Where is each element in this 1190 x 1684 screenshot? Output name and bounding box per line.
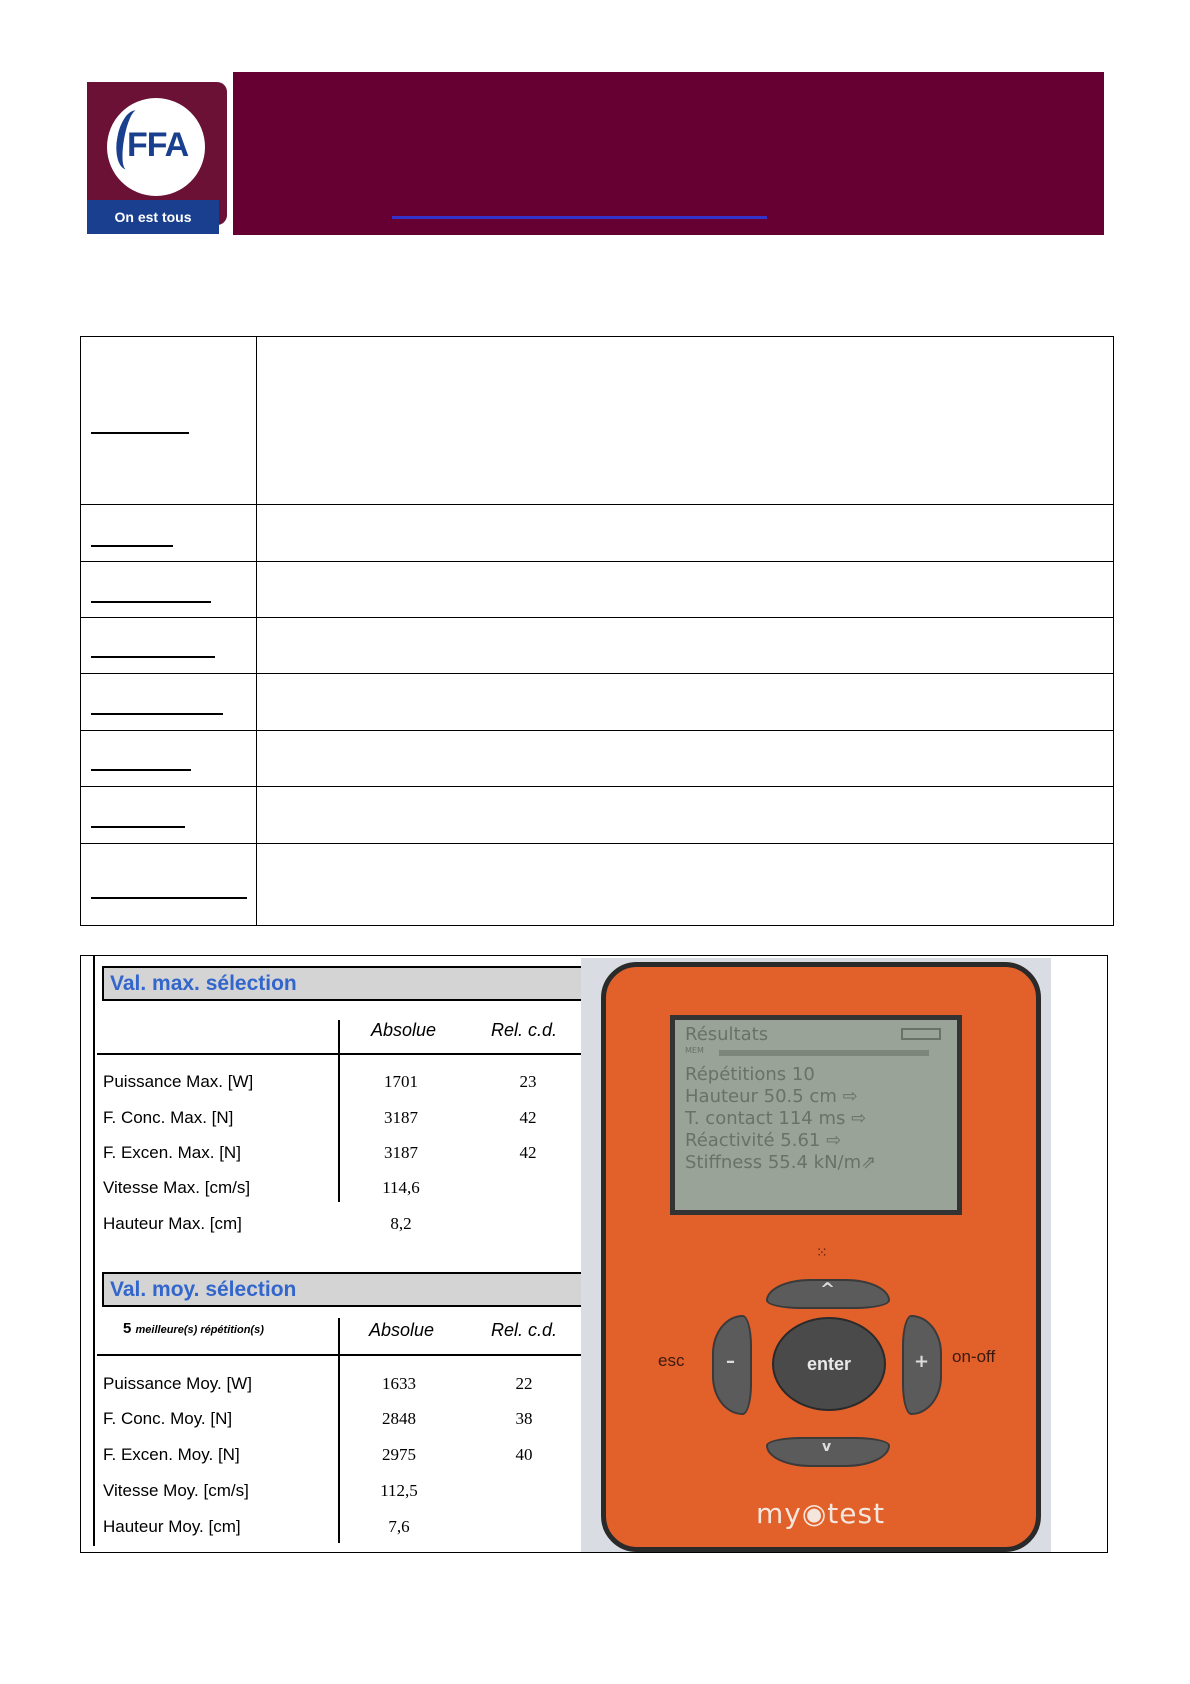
max-row-abs: 114,6 — [382, 1178, 420, 1197]
table-row — [81, 731, 1113, 787]
avg-row-label: Hauteur Moy. [cm] — [103, 1517, 241, 1536]
on-off-label: on-off — [952, 1347, 996, 1366]
table-row — [81, 844, 1113, 927]
avg-header-rule — [97, 1354, 662, 1356]
max-column-divider — [338, 1020, 340, 1202]
max-row-abs: 3187 — [384, 1143, 418, 1162]
header-link-underline[interactable] — [392, 216, 767, 219]
memory-bar — [719, 1050, 929, 1056]
logo-text: FFA — [127, 126, 189, 164]
row-heading-underline — [91, 432, 189, 434]
max-row-rel: 23 — [519, 1072, 537, 1091]
table-row — [81, 505, 1113, 562]
avg-row-abs: 2848 — [382, 1409, 416, 1428]
max-row-rel: 42 — [519, 1108, 537, 1127]
avg-row-abs: 7,6 — [388, 1517, 410, 1536]
avg-col-absolue: Absolue — [369, 1320, 435, 1340]
row-heading-underline — [91, 713, 223, 715]
chevron-down-icon: v — [822, 1439, 832, 1455]
avg-row-label: Puissance Moy. [W] — [103, 1374, 252, 1393]
info-table — [80, 336, 1114, 926]
table-row — [81, 674, 1113, 731]
row-heading-underline — [91, 897, 247, 899]
plus-button[interactable] — [902, 1315, 942, 1415]
max-col-rel: Rel. c.d. — [491, 1020, 558, 1040]
avg-row-abs: 2975 — [382, 1445, 416, 1464]
myotest-device — [601, 962, 1041, 1552]
max-section-title: Val. max. sélection — [102, 966, 662, 1001]
logo-container — [87, 72, 233, 259]
max-row-label: Vitesse Max. [cm/s] — [103, 1178, 251, 1197]
screen-line: Réactivité 5.61 ⇨ — [685, 1130, 842, 1151]
enter-button[interactable]: enter — [772, 1317, 886, 1411]
avg-row-abs: 112,5 — [380, 1481, 418, 1500]
up-button[interactable] — [766, 1279, 890, 1309]
avg-section-title: Val. moy. sélection — [102, 1272, 662, 1307]
screen-line: Répétitions 10 — [685, 1064, 815, 1085]
screen-line: Hauteur 50.5 cm ⇨ — [685, 1086, 858, 1107]
avg-row-abs: 1633 — [382, 1374, 416, 1393]
max-row-label: Hauteur Max. [cm] — [103, 1214, 242, 1233]
avg-row-rel: 38 — [515, 1409, 533, 1428]
avg-note-text: meilleure(s) répétition(s) — [135, 1324, 264, 1336]
avg-column-divider — [338, 1318, 340, 1543]
max-header-rule — [97, 1053, 662, 1055]
avg-col-rel: Rel. c.d. — [491, 1320, 558, 1340]
max-row-abs: 1701 — [384, 1072, 418, 1091]
logo-tagline: On est tous Athlètes — [87, 200, 219, 234]
max-row-abs: 3187 — [384, 1108, 418, 1127]
chevron-up-icon: ^ — [820, 1279, 836, 1300]
screen-line: Stiffness 55.4 kN/m⇗ — [685, 1152, 877, 1173]
avg-row-label: F. Conc. Moy. [N] — [103, 1409, 233, 1428]
screen-mem-label: MEM — [685, 1046, 704, 1055]
speaker-icon: ⁙ — [816, 1245, 828, 1261]
minus-button[interactable] — [712, 1315, 752, 1415]
table-row — [81, 787, 1113, 844]
table-row — [81, 562, 1113, 618]
max-row-label: F. Conc. Max. [N] — [103, 1108, 234, 1127]
row-heading-underline — [91, 545, 173, 547]
row-heading-underline — [91, 769, 191, 771]
esc-label: esc — [658, 1351, 685, 1370]
table-row — [81, 337, 1113, 505]
table-row — [81, 618, 1113, 674]
battery-icon — [901, 1028, 941, 1040]
avg-row-rel: 40 — [515, 1445, 533, 1464]
header-banner — [87, 72, 1104, 259]
avg-row-rel: 22 — [515, 1374, 533, 1393]
figure-left-border — [93, 956, 95, 1546]
screen-title: Résultats — [685, 1024, 769, 1045]
screen-line: T. contact 114 ms ⇨ — [685, 1108, 867, 1129]
avg-note-count: 5 — [123, 1320, 132, 1337]
max-row-label: Puissance Max. [W] — [103, 1072, 254, 1091]
max-row-label: F. Excen. Max. [N] — [103, 1143, 241, 1162]
max-row-abs: 8,2 — [390, 1214, 412, 1233]
plus-icon: + — [914, 1351, 930, 1372]
max-col-absolue: Absolue — [371, 1020, 437, 1040]
row-heading-underline — [91, 826, 185, 828]
avg-row-label: F. Excen. Moy. [N] — [103, 1445, 240, 1464]
minus-icon: – — [726, 1351, 735, 1372]
max-row-rel: 42 — [519, 1143, 537, 1162]
avg-selection-note — [123, 1320, 264, 1337]
row-heading-underline — [91, 601, 211, 603]
down-button[interactable] — [766, 1437, 890, 1467]
row-heading-underline — [91, 656, 215, 658]
device-screen — [670, 1015, 962, 1215]
results-figure — [80, 955, 1108, 1553]
brand-logo: my◉test — [756, 1497, 886, 1530]
ffa-logo — [87, 82, 227, 259]
avg-row-label: Vitesse Moy. [cm/s] — [103, 1481, 249, 1500]
